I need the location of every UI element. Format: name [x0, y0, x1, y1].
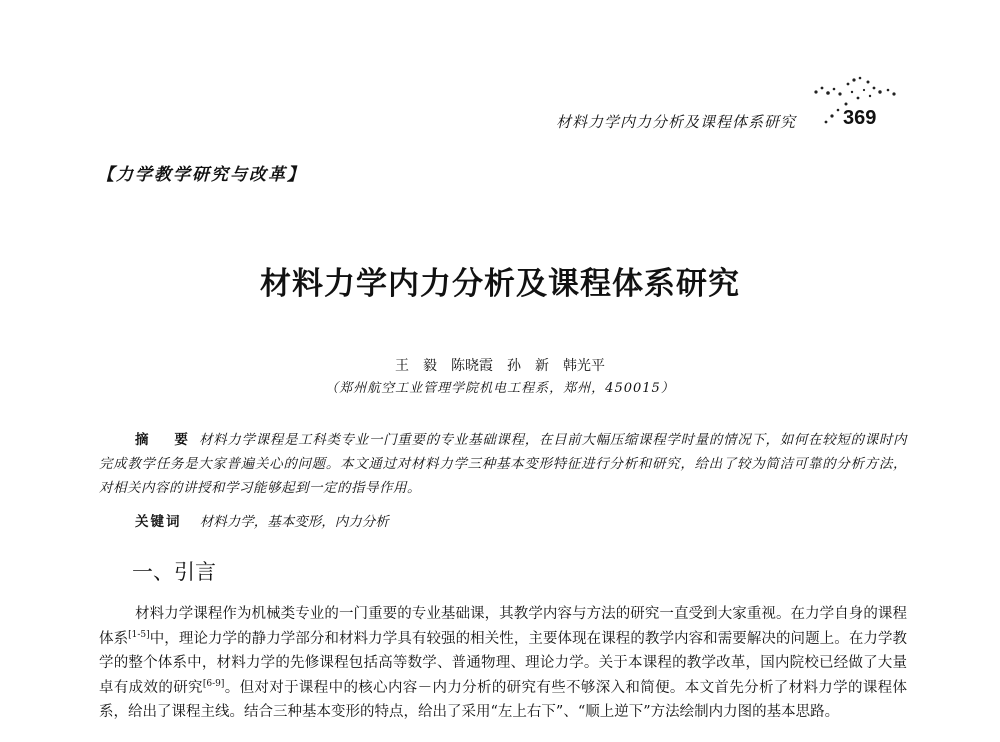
body-text-part-1: 材料力学课程作为机械类专业的一门重要的专业基础课，其教学内容与方法的研究一直受到大家重视。在力学自身的课程体系 [99, 606, 907, 647]
body-paragraph [99, 602, 907, 725]
body-text-part-2: 中，理论力学的静力学部分和材料力学具有较强的相关性，主要体现在课程的教学内容和需要解决的问题上。在力学教学的整个体系中，材料力学的先修课程包括高等数学、普通物理、理论力学。关于本课程的教学改革，国内院校已经做了大量卓有成效的研究 [99, 630, 908, 696]
citation-1: [1-5] [128, 629, 150, 640]
keywords-label: 关键词 [135, 514, 182, 530]
section-heading: 一、引言 [132, 560, 216, 584]
article-title: 材料力学内力分析及课程体系研究 [260, 266, 740, 302]
section-tag: 【力学教学研究与改革】 [97, 165, 306, 185]
abstract-label: 摘 要 [135, 432, 194, 448]
author-affiliation: （郑州航空工业管理学院机电工程系，郑州，450015） [325, 381, 675, 396]
keywords-text: 材料力学，基本变形，内力分析 [199, 514, 389, 530]
running-header: 材料力学内力分析及课程体系研究 [556, 113, 797, 131]
page-number: 369 [843, 107, 877, 129]
author-list: 王 毅 陈晓霞 孙 新 韩光平 [395, 358, 605, 374]
abstract [99, 428, 907, 500]
citation-2: [6-9] [202, 678, 225, 689]
body-text-part-3: 。但对对于课程中的核心内容－内力分析的研究有些不够深入和简便。本文首先分析了材料力学的课程体系，给出了课程主线。结合三种基本变形的特点，给出了采用“左上右下”、“顺上逆下”方法绘制内力图的基本思路。 [99, 679, 907, 720]
abstract-text: 材料力学课程是工科类专业一门重要的专业基础课程，在目前大幅压缩课程学时量的情况下，如何在较短的课时内完成教学任务是大家普遍关心的问题。本文通过对材料力学三种基本变形特征进行分析和研究，给出了较为简洁可靠的分析方法，对相关内容的讲授和学习能够起到一定的指导作用。 [99, 432, 908, 496]
keywords [135, 510, 389, 530]
